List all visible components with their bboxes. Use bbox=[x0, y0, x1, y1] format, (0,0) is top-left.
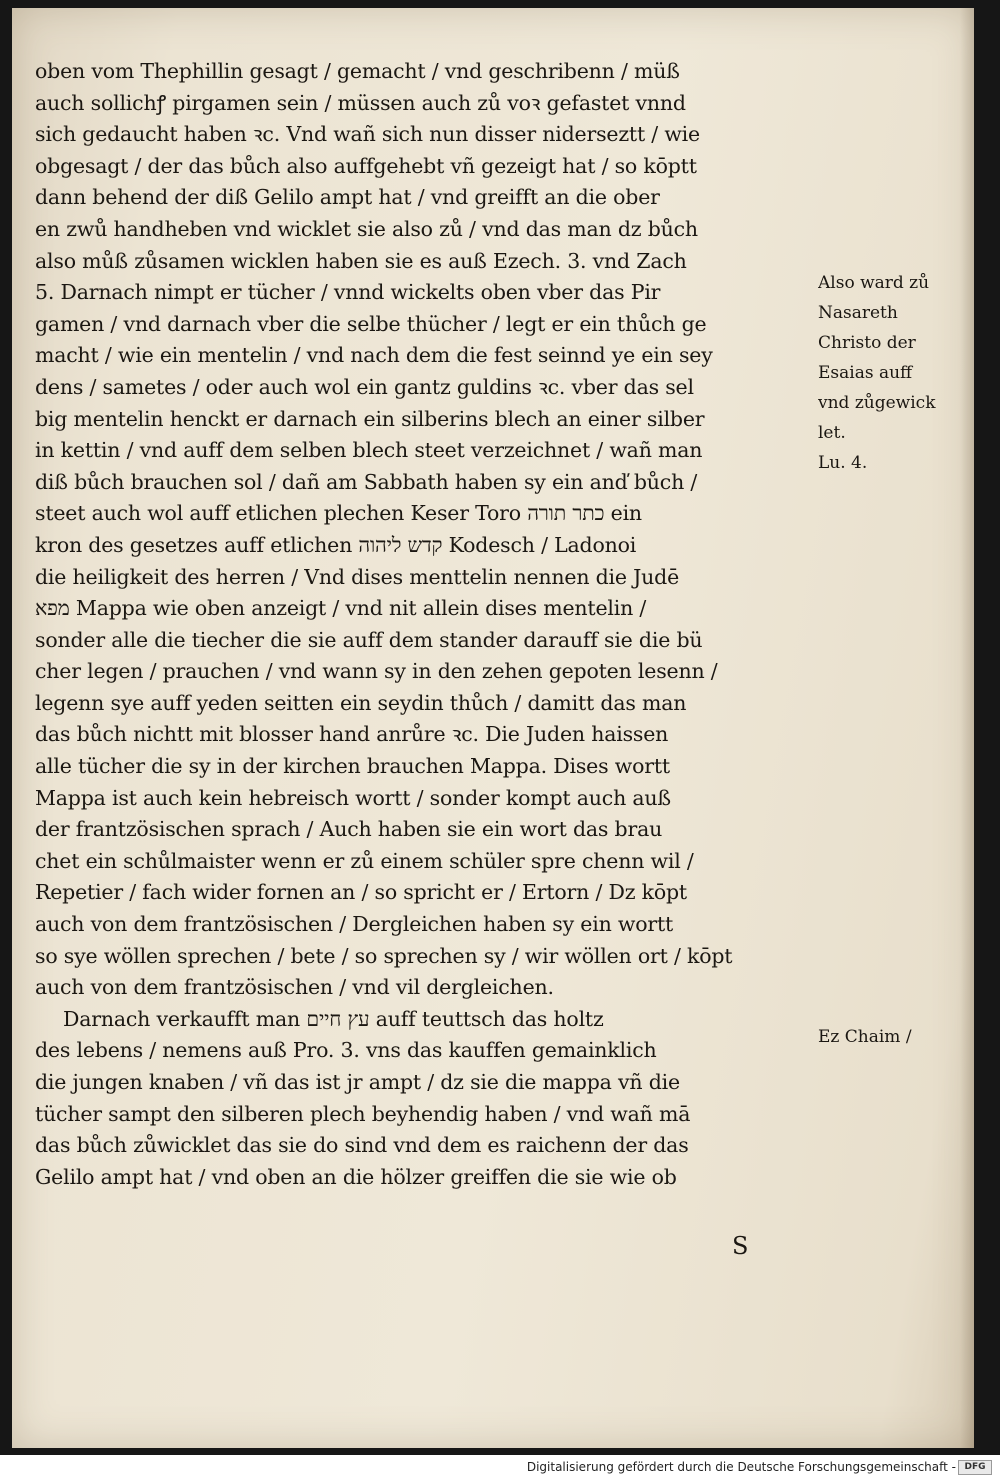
body-line: auch von dem frantzösischen / vnd vil dergleichen. bbox=[35, 975, 554, 1000]
body-line: auch von dem frantzösischen / Dergleichen haben sy ein wortt bbox=[35, 912, 674, 937]
margin-note-nazareth bbox=[818, 268, 968, 478]
page-edge-shadow bbox=[960, 8, 974, 1448]
margin-note-line: let. bbox=[818, 423, 846, 443]
footer-bar bbox=[0, 1455, 1000, 1479]
body-line: legenn sye auff yeden seitten ein seydin thůch / damitt das man bbox=[35, 690, 687, 715]
body-line: in kettin / vnd auff dem selben blech steet verzeichnet / wañ man bbox=[35, 438, 703, 463]
body-line: sonder alle die tiecher die sie auff dem stander darauff sie die bü bbox=[35, 627, 703, 652]
body-line-paragraph-start: Darnach verkaufft man עץ חיים auff teuttsch das holtz bbox=[63, 1006, 604, 1031]
body-line: gamen / vnd darnach vber die selbe thücher / legt er ein thůch ge bbox=[35, 311, 707, 336]
margin-note-line: Also ward zů bbox=[818, 273, 930, 293]
body-line: Gelilo ampt hat / vnd oben an die hölzer greiffen die sie wie ob bbox=[35, 1164, 677, 1189]
body-line: cher legen / prauchen / vnd wann sy in den zehen gepoten lesenn / bbox=[35, 659, 718, 684]
margin-note-line: Lu. 4. bbox=[818, 453, 868, 473]
body-text bbox=[35, 56, 825, 1193]
margin-note-ez-chaim bbox=[818, 1022, 968, 1052]
margin-note-line: Christo der bbox=[818, 333, 916, 353]
footer-credit: Digitalisierung gefördert durch die Deutsche Forschungsgemeinschaft - bbox=[526, 1460, 956, 1474]
body-line: obgesagt / der das bůch also auffgehebt vñ gezeigt hat / so kōptt bbox=[35, 153, 697, 178]
body-line: des lebens / nemens auß Pro. 3. vns das kauffen gemainklich bbox=[35, 1038, 657, 1063]
margin-note-line: Esaias auff bbox=[818, 363, 913, 383]
body-line: auch sollichꝭ pirgamen sein / müssen auch zů voꝛ gefastet vnnd bbox=[35, 90, 686, 115]
body-line: Repetier / fach wider fornen an / so spricht er / Ertorn / Dz kōpt bbox=[35, 880, 687, 905]
body-line: Mappa ist auch kein hebreisch wortt / sonder kompt auch auß bbox=[35, 785, 671, 810]
body-line: dens / sametes / oder auch wol ein gantz guldins ꝛc. vber das sel bbox=[35, 374, 694, 399]
body-line: macht / wie ein mentelin / vnd nach dem die fest seinnd ye ein sey bbox=[35, 343, 713, 368]
body-line: das bůch nichtt mit blosser hand anrůre ꝛc. Die Juden haissen bbox=[35, 722, 669, 747]
body-line: 5. Darnach nimpt er tücher / vnnd wickelts oben vber das Pir bbox=[35, 280, 661, 305]
margin-note-line: Nasareth bbox=[818, 303, 898, 323]
body-line: also můß zůsamen wicklen haben sie es auß Ezech. 3. vnd Zach bbox=[35, 248, 687, 273]
body-line: steet auch wol auff etlichen plechen Keser Toro כתר תורה ein bbox=[35, 501, 642, 526]
body-line: oben vom Thephillin gesagt / gemacht / vnd geschribenn / müß bbox=[35, 59, 680, 83]
body-line: kron des gesetzes auff etlichen קדש ליהוה Kodesch / Ladonoi bbox=[35, 532, 637, 557]
body-line: tücher sampt den silberen plech beyhendig haben / vnd wañ mā bbox=[35, 1101, 691, 1126]
body-line: so sye wöllen sprechen / bete / so sprechen sy / wir wöllen ort / kōpt bbox=[35, 943, 733, 968]
dfg-logo: DFG bbox=[958, 1460, 992, 1475]
margin-note-line: Ez Chaim / bbox=[818, 1027, 912, 1047]
body-line: das bůch zůwicklet das sie do sind vnd dem es raichenn der das bbox=[35, 1133, 689, 1158]
body-line: מפא Mappa wie oben anzeigt / vnd nit allein dises mentelin / bbox=[35, 596, 647, 621]
body-line: chet ein schůlmaister wenn er zů einem schüler spre chenn wil / bbox=[35, 848, 694, 873]
margin-note-line: vnd zůgewick bbox=[818, 393, 936, 413]
body-line: dann behend der diß Gelilo ampt hat / vnd greifft an die ober bbox=[35, 185, 660, 210]
body-line: big mentelin henckt er darnach ein silberins blech an einer silber bbox=[35, 406, 705, 431]
body-line: der frantzösischen sprach / Auch haben sie ein wort das brau bbox=[35, 817, 663, 842]
body-line: diß bůch brauchen sol / dañ am Sabbath haben sy ein anď bůch / bbox=[35, 469, 698, 494]
body-line: alle tücher die sy in der kirchen brauchen Mappa. Dises wortt bbox=[35, 754, 670, 779]
body-line: die heiligkeit des herren / Vnd dises menttelin nennen die Judē bbox=[35, 564, 680, 589]
body-line: sich gedaucht haben ꝛc. Vnd wañ sich nun disser niderseztt / wie bbox=[35, 122, 700, 147]
body-line: die jungen knaben / vñ das ist jr ampt / dz sie die mappa vñ die bbox=[35, 1070, 680, 1094]
body-line: en zwů handheben vnd wicklet sie also zů / vnd das man dz bůch bbox=[35, 216, 698, 241]
signature-mark: S bbox=[732, 1232, 749, 1260]
